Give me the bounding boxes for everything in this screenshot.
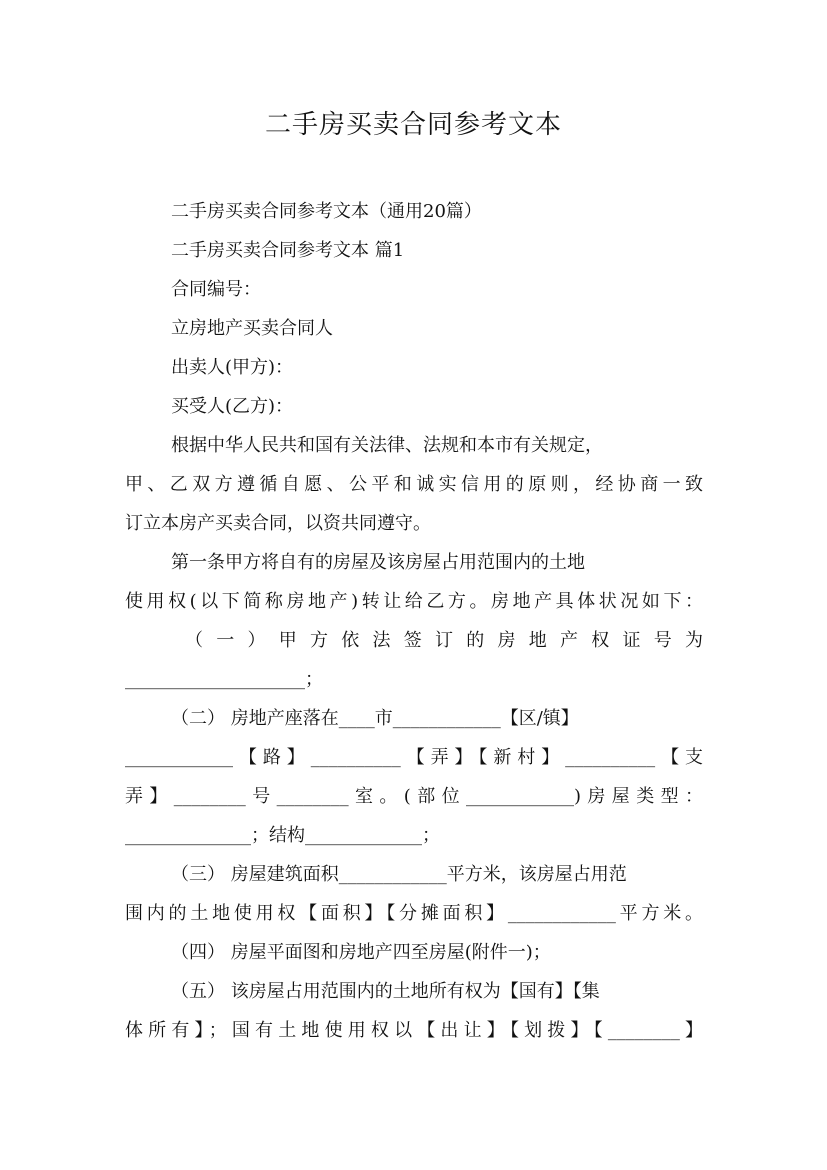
article-line: 使用权(以下简称房地产)转让给乙方。房地产具体状况如下：	[125, 591, 703, 612]
clause-line: ____________【路】__________【弄】【新村】__________【支	[125, 747, 703, 768]
clause-line: ____________________；	[125, 669, 323, 690]
clause-line: （三） 房屋建筑面积____________平方米，该房屋占用范	[171, 864, 627, 885]
document-title: 二手房买卖合同参考文本	[264, 110, 562, 140]
document-body	[125, 194, 703, 1052]
contract-parties-label: 立房地产买卖合同人	[171, 318, 333, 339]
article-line: 第一条甲方将自有的房屋及该房屋占用范围内的土地	[171, 552, 585, 573]
clause-line: （二） 房地产座落在____市____________【区/镇】	[171, 708, 579, 729]
clause-line: 围内的土地使用权【面积】【分摊面积】____________平方米。	[125, 903, 703, 924]
section-heading: 二手房买卖合同参考文本 篇1	[171, 240, 405, 261]
clause-line: （一）甲方依法签订的房地产权证号为	[185, 630, 703, 651]
clause-line: （四） 房屋平面图和房地产四至房屋(附件一)；	[171, 942, 551, 963]
paragraph-line: 根据中华人民共和国有关法律、法规和本市有关规定，	[171, 435, 603, 456]
subtitle-line: 二手房买卖合同参考文本（通用20篇）	[171, 201, 482, 222]
clause-line: （五） 该房屋占用范围内的土地所有权为【国有】【集	[171, 981, 600, 1002]
seller-label: 出卖人(甲方)：	[171, 357, 294, 378]
clause-line: ______________；结构_____________；	[125, 825, 440, 846]
paragraph-line: 甲、乙双方遵循自愿、公平和诚实信用的原则，经协商一致	[125, 474, 703, 495]
clause-line: 体所有】；国有土地使用权以【出让】【划拨】【________】	[125, 1020, 703, 1041]
contract-number-label: 合同编号：	[171, 279, 261, 300]
buyer-label: 买受人(乙方)：	[171, 396, 294, 417]
paragraph-line: 订立本房产买卖合同，以资共同遵守。	[125, 513, 431, 534]
clause-line: 弄】________号________室。(部位____________)房屋类型：	[125, 786, 703, 807]
